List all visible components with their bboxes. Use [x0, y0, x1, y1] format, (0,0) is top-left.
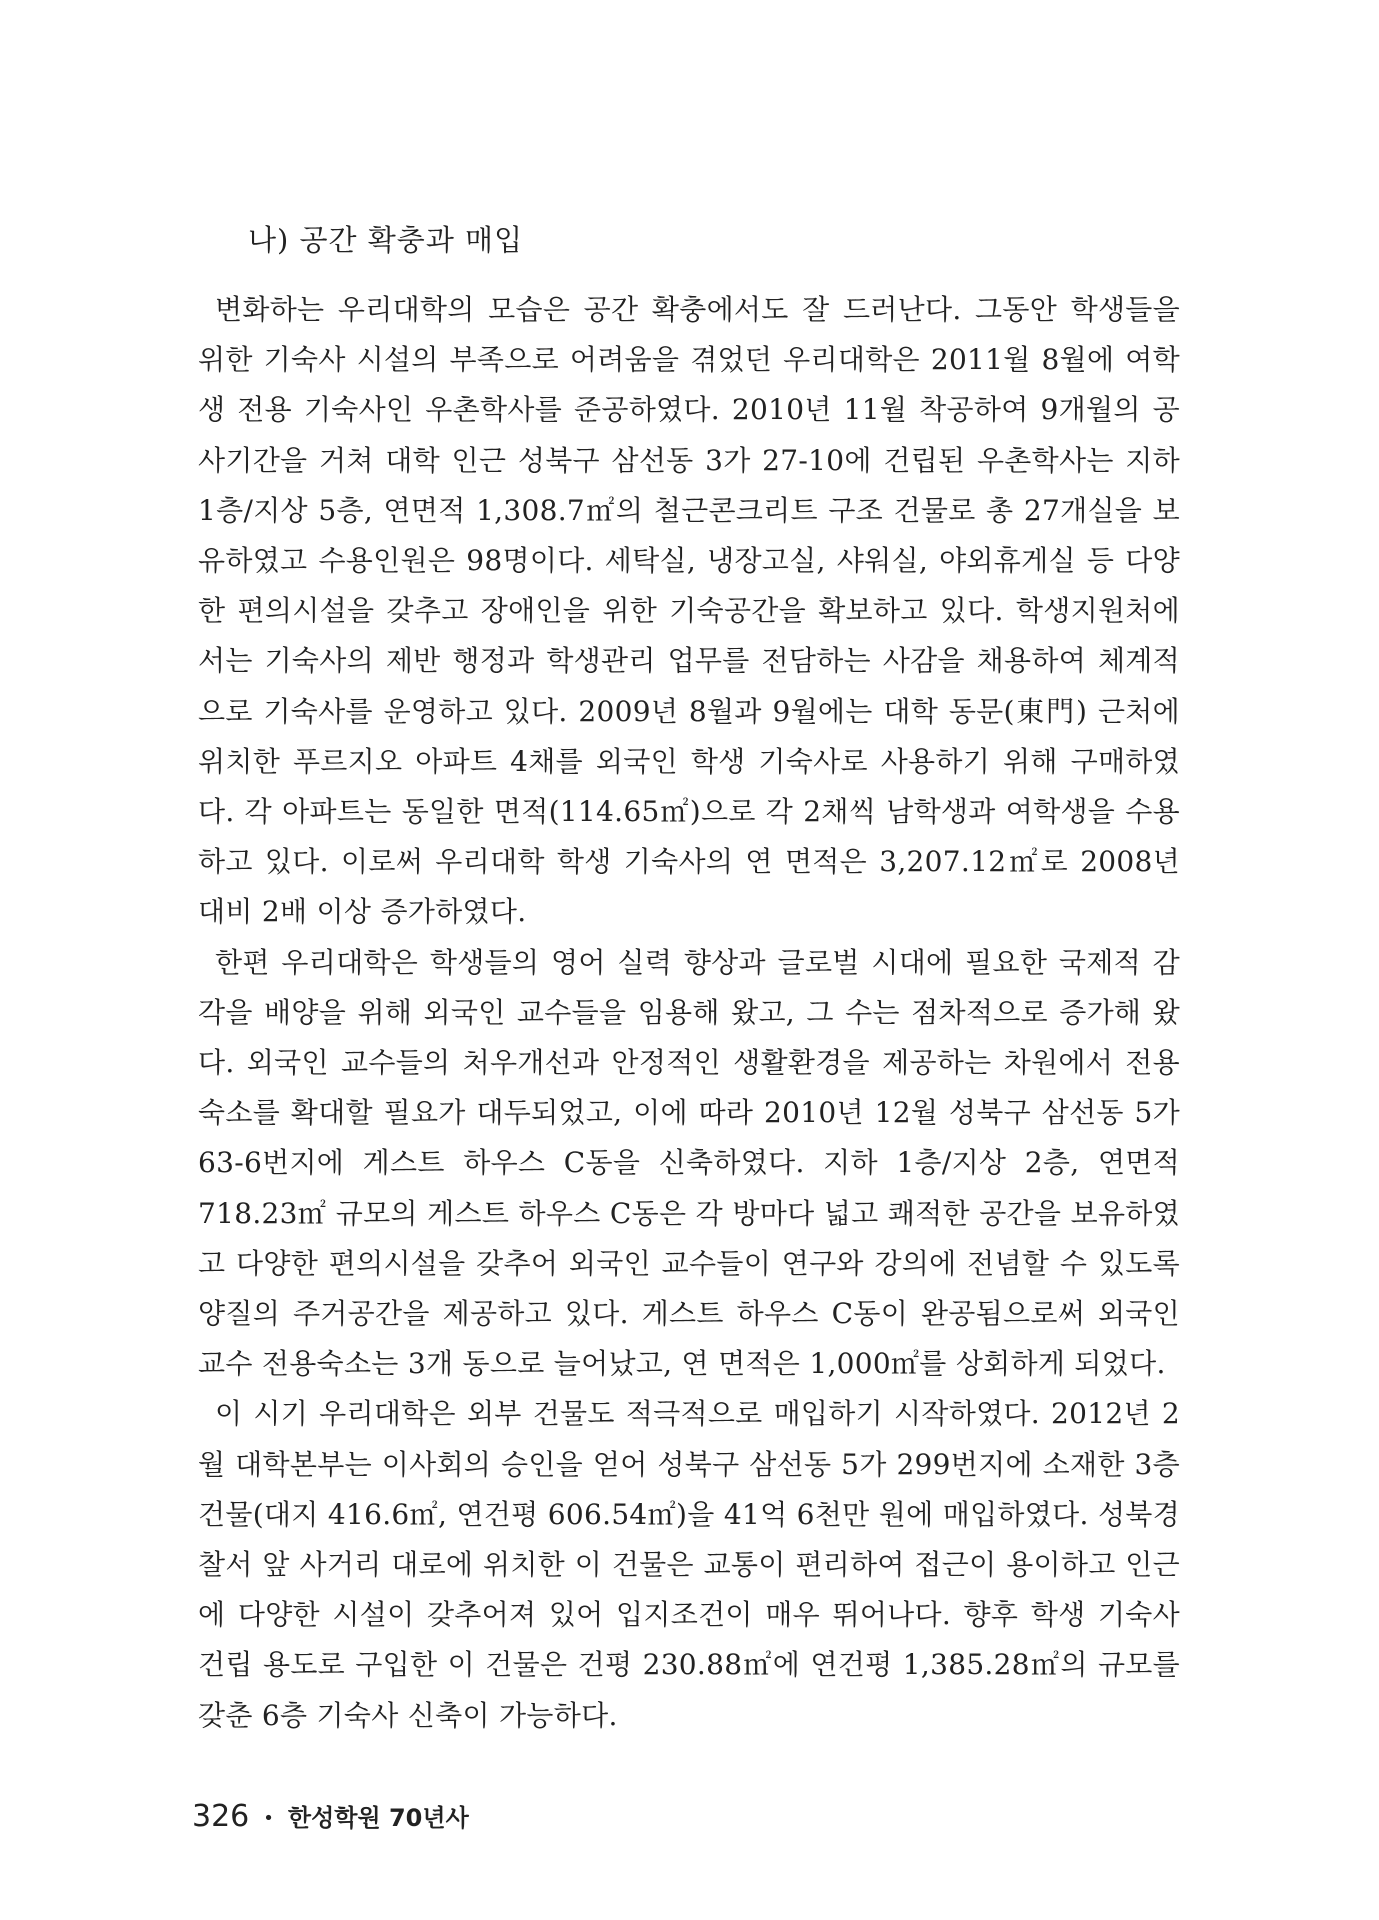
page-number: 326: [192, 1799, 250, 1834]
section-heading: 나) 공간 확충과 매입: [248, 223, 524, 257]
paragraph-dormitory: 변화하는 우리대학의 모습은 공간 확충에서도 잘 드러난다. 그동안 학생들을 위한 기숙사 시설의 부족으로 어려움을 겪었던 우리대학은 2011월 8월에 여학생 전용 기숙사인 우촌학사를 준공하였다. 2010년 11월 착공하여 9개월의 공사기간을 거쳐 대학 인근 성북구 삼선동 3가 27-10에 건립된 우촌학사는 지하 1층/지상 5층, 연면적 1,308.7㎡의 철근콘크리트 구조 건물로 총 27개실을 보유하였고 수용인원은 98명이다. 세탁실, 냉장고실, 샤워실, 야외휴게실 등 다양한 편의시설을 갖추고 장애인을 위한 기숙공간을 확보하고 있다. 학생지원처에서는 기숙사의 제반 행정과 학생관리 업무를 전담하는 사감을 채용하여 체계적으로 기숙사를 운영하고 있다. 2009년 8월과 9월에는 대학 동문(東門) 근처에 위치한 푸르지오 아파트 4채를 외국인 학생 기숙사로 사용하기 위해 구매하였다. 각 아파트는 동일한 면적(114.65㎡)으로 각 2채씩 남학생과 여학생을 수용하고 있다. 이로써 우리대학 학생 기숙사의 연 면적은 3,207.12㎡로 2008년 대비 2배 이상 증가하였다.: [198, 293, 1180, 929]
page-body: [198, 222, 1180, 1741]
paragraph-guest-house: 한편 우리대학은 학생들의 영어 실력 향상과 글로벌 시대에 필요한 국제적 감각을 배양을 위해 외국인 교수들을 임용해 왔고, 그 수는 점차적으로 증가해 왔다. 외국인 교수들의 처우개선과 안정적인 생활환경을 제공하는 차원에서 전용숙소를 확대할 필요가 대두되었고, 이에 따라 2010년 12월 성북구 삼선동 5가 63-6번지에 게스트 하우스 C동을 신축하였다. 지하 1층/지상 2층, 연면적 718.23㎡ 규모의 게스트 하우스 C동은 각 방마다 넓고 쾌적한 공간을 보유하였고 다양한 편의시설을 갖추어 외국인 교수들이 연구와 강의에 전념할 수 있도록 양질의 주거공간을 제공하고 있다. 게스트 하우스 C동이 완공됨으로써 외국인 교수 전용숙소는 3개 동으로 늘어났고, 연 면적은 1,000㎡를 상회하게 되었다.: [198, 945, 1180, 1381]
page-footer: [192, 1798, 469, 1834]
book-title: 한성학원 70년사: [287, 1804, 469, 1832]
footer-bullet: •: [263, 1807, 274, 1829]
paragraph-building-purchase: 이 시기 우리대학은 외부 건물도 적극적으로 매입하기 시작하였다. 2012년 2월 대학본부는 이사회의 승인을 얻어 성북구 삼선동 5가 299번지에 소재한 3층 건물(대지 416.6㎡, 연건평 606.54㎡)을 41억 6천만 원에 매입하였다. 성북경찰서 앞 사거리 대로에 위치한 이 건물은 교통이 편리하여 접근이 용이하고 인근에 다양한 시설이 갖추어져 있어 입지조건이 매우 뛰어나다. 향후 학생 기숙사 건립 용도로 구입한 이 건물은 건평 230.88㎡에 연건평 1,385.28㎡의 규모를 갖춘 6층 기숙사 신축이 가능하다.: [198, 1397, 1180, 1732]
